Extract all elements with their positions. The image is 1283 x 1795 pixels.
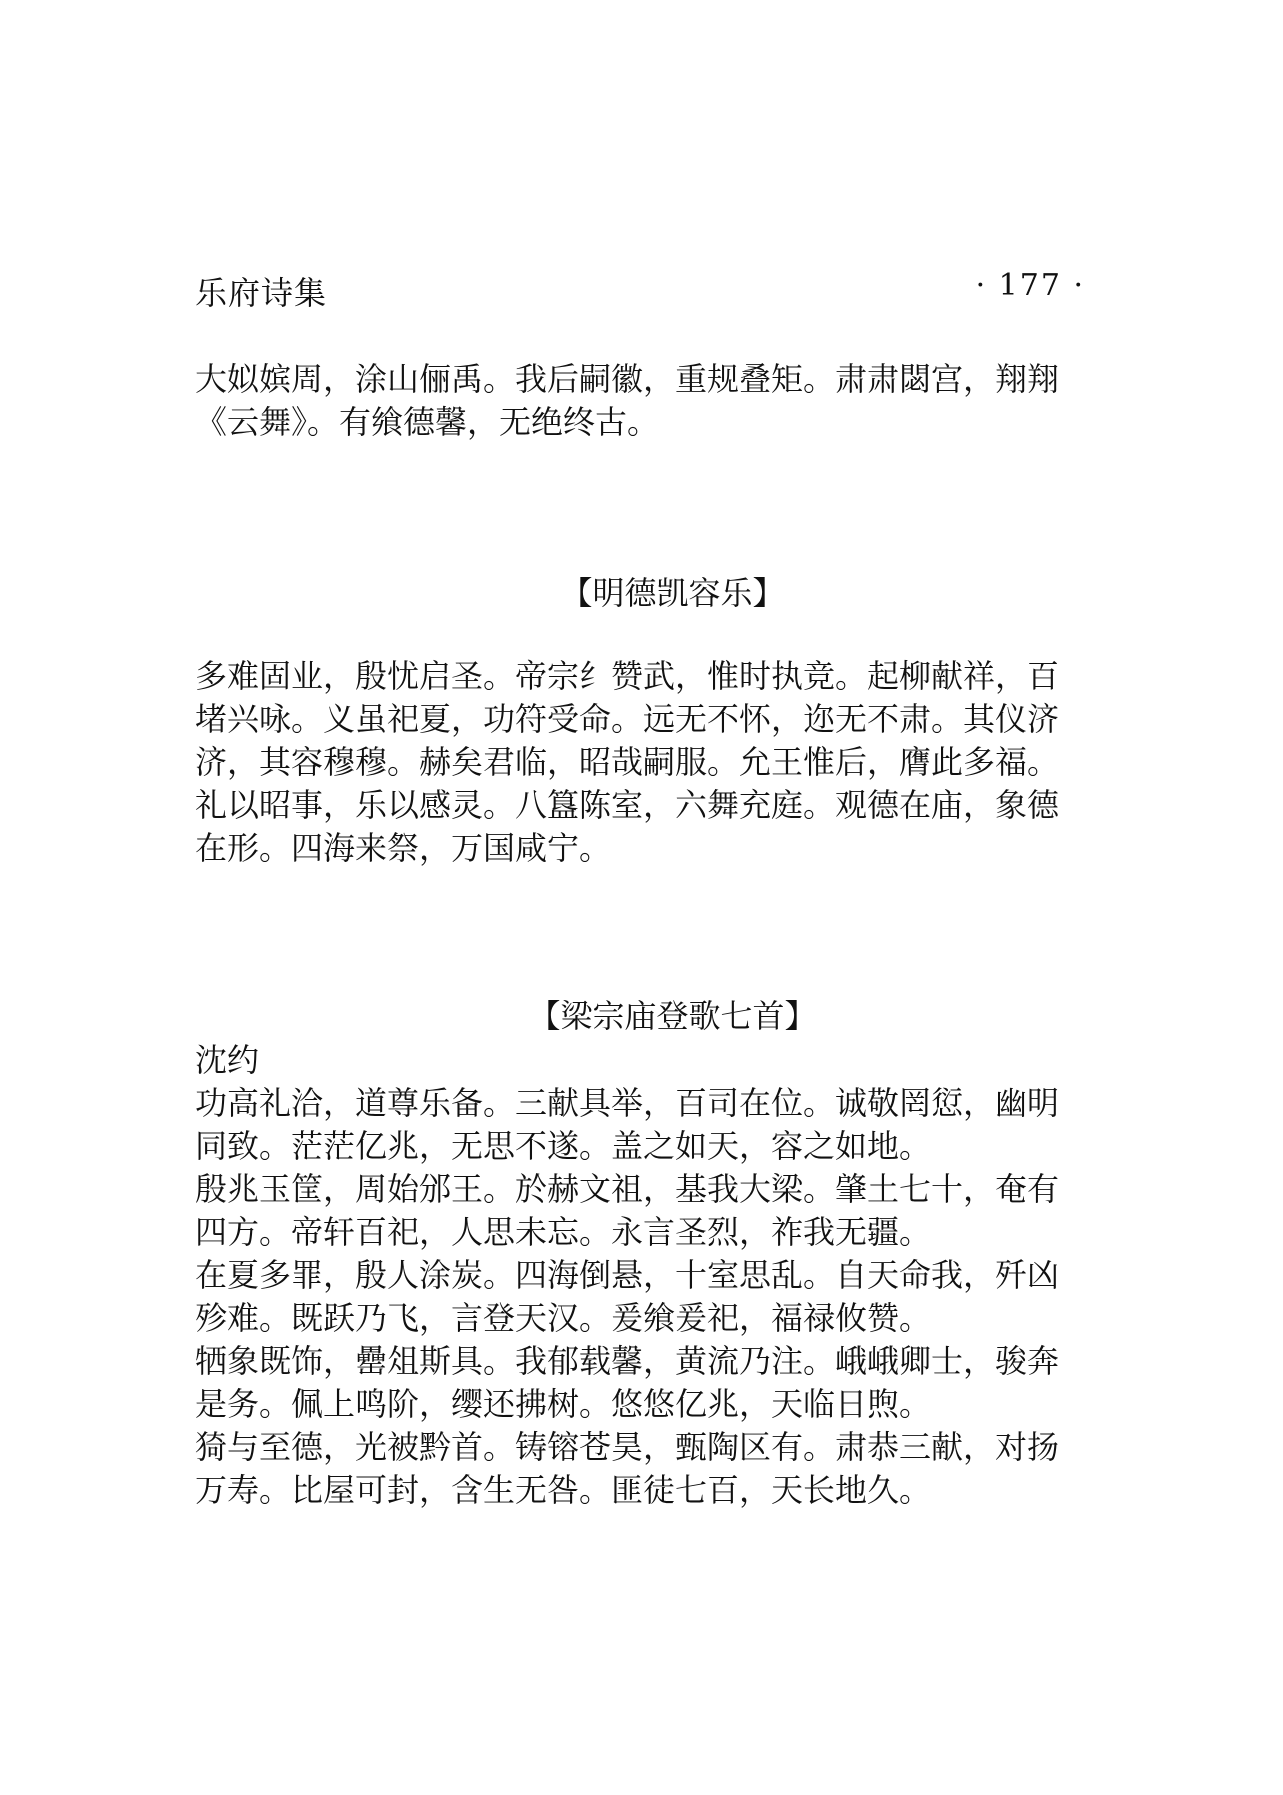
text-line: 牺象既饰，罍俎斯具。我郁载馨，黄流乃注。峨峨卿士，骏奔 [195, 1342, 1060, 1380]
text-line: 多难固业，殷忧启圣。帝宗纟赞武，惟时执竞。起柳献祥，百 [195, 657, 1060, 695]
intro-paragraph [195, 358, 1090, 444]
page-number: · 177 · [975, 268, 1085, 303]
author-name: 沈约 [195, 1041, 260, 1079]
text-line: 大姒嫔周，涂山俪禹。我后嗣徽，重规叠矩。肃肃閟宫，翔翔 [195, 360, 1060, 398]
section-title-liang-zongmiao: 【梁宗庙登歌七首】 [528, 997, 817, 1035]
text-line: 堵兴咏。义虽祀夏，功符受命。远无不怀，迩无不肃。其仪济 [195, 700, 1060, 738]
text-line: 四方。帝轩百祀，人思未忘。永言圣烈，祚我无疆。 [195, 1213, 932, 1251]
text-line: 是务。佩上鸣阶，缨还拂树。悠悠亿兆，天临日煦。 [195, 1385, 932, 1423]
text-line: 功高礼洽，道尊乐备。三献具举，百司在位。诚敬罔愆，幽明 [195, 1084, 1060, 1122]
text-line: 猗与至德，光被黔首。铸镕苍昊，甄陶区有。肃恭三献，对扬 [195, 1428, 1060, 1466]
text-line: 殷兆玉筐，周始邠王。於赫文祖，基我大梁。肇土七十，奄有 [195, 1170, 1060, 1208]
text-line: 同致。茫茫亿兆，无思不遂。盖之如天，容之如地。 [195, 1127, 932, 1165]
book-title: 乐府诗集 [195, 274, 328, 312]
text-line: 济，其容穆穆。赫矣君临，昭哉嗣服。允王惟后，膺此多福。 [195, 743, 1060, 781]
page-header [195, 268, 1085, 318]
text-line: 礼以昭事，乐以感灵。八簋陈室，六舞充庭。观德在庙，象德 [195, 786, 1060, 824]
text-line: 《云舞》。有飨德馨，无绝终古。 [195, 403, 660, 441]
text-line: 殄难。既跃乃飞，言登天汉。爰飨爰祀，福禄攸赞。 [195, 1299, 932, 1337]
section-body-mingde-kairong [195, 655, 1090, 870]
text-line: 万寿。比屋可封，含生无咎。匪徒七百，天长地久。 [195, 1471, 932, 1509]
section-body-liang-zongmiao [195, 1082, 1090, 1512]
text-line: 在夏多罪，殷人涂炭。四海倒悬，十室思乱。自天命我，歼凶 [195, 1256, 1060, 1294]
section-title-mingde-kairong: 【明德凯容乐】 [560, 574, 785, 612]
text-line: 在形。四海来祭，万国咸宁。 [195, 829, 612, 867]
